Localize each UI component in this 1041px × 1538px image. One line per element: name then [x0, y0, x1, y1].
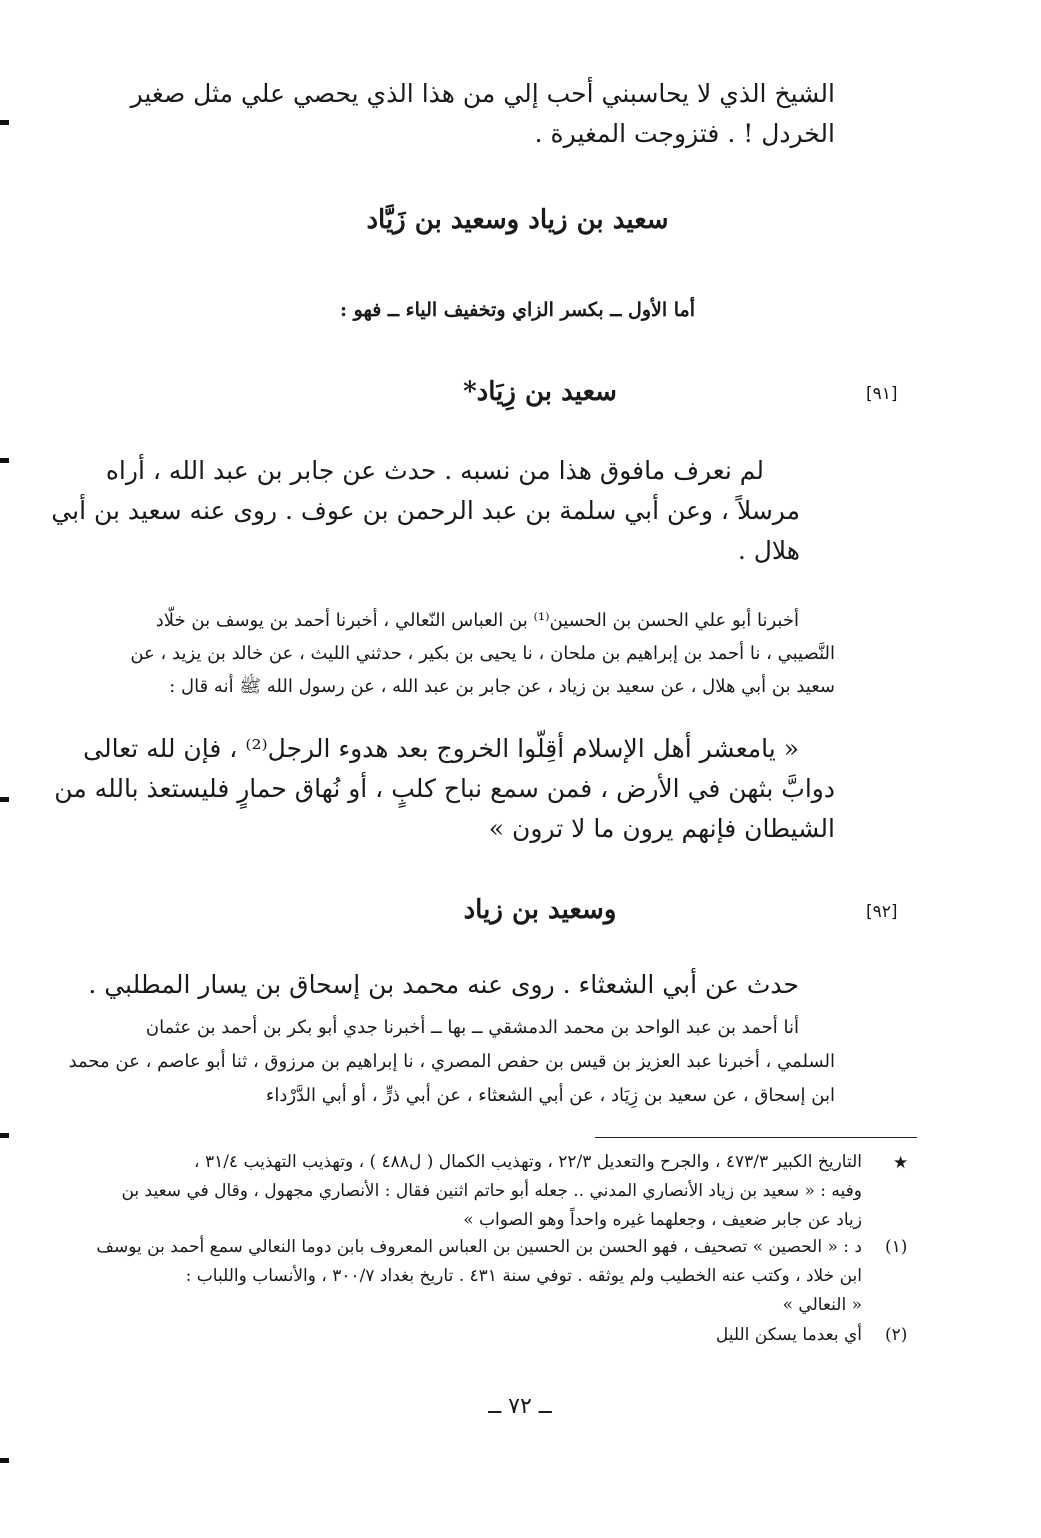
- footnote-mark: (١): [885, 1237, 908, 1257]
- footnote: [100, 1148, 862, 1235]
- footnote-line: زياد عن جابر ضعيف ، وجعلهما غيره واحداً وهو الصواب »: [463, 1210, 862, 1230]
- text-line: الخردل ! . فتزوجت المغيرة .: [534, 119, 835, 148]
- scan-edge-mark: [0, 1458, 9, 1463]
- main-heading: سعيد بن زياد وسعيد بن زَيَّاد: [366, 205, 669, 235]
- entry-number: [٩٢]: [866, 902, 898, 922]
- text-line: النَّصيبي ، نا أحمد بن إبراهيم بن ملحان ، نا يحيى بن بكير ، حدثني الليث ، عن خالد بن يزيد ، عن: [130, 643, 835, 664]
- text-line: الشيخ الذي لا يحاسبني أحب إلي من هذا الذي يحصي علي مثل صغير: [130, 79, 835, 108]
- entry-body: [88, 965, 835, 1005]
- text-line: السلمي ، أخبرنا عبد العزيز بن قيس بن حفص المصري ، نا إبراهيم بن مرزوق ، ثنا أبو عاصم ، عن محمد: [68, 1051, 835, 1072]
- scan-edge-mark: [0, 1133, 9, 1138]
- text-line: أنا أحمد بن عبد الواحد بن محمد الدمشقي ــ بها ــ أخبرنا جدي أبو بكر بن أحمد بن عثمان: [145, 1017, 799, 1038]
- hadith-text: [54, 729, 835, 849]
- footnote: [100, 1321, 862, 1350]
- text-line: حدث عن أبي الشعثاء . روى عنه محمد بن إسحاق بن يسار المطلبي .: [88, 970, 799, 999]
- scan-edge-mark: [0, 797, 9, 802]
- text-line: سعيد بن أبي هلال ، عن سعيد بن زياد ، عن جابر بن عبد الله ، عن رسول الله ﷺ أنه قال :: [169, 676, 835, 697]
- text-line: « يامعشر أهل الإسلام أقِلّوا الخروج بعد هدوء الرجل⁽²⁾ ، فإن لله تعالى: [83, 734, 799, 763]
- entry-number: [٩١]: [866, 384, 898, 404]
- page-number: ــ ٧٢ ــ: [488, 1394, 552, 1419]
- scan-edge-mark: [0, 458, 9, 463]
- footnote-separator: [595, 1137, 917, 1138]
- entry-body: [51, 451, 800, 571]
- text-line: مرسلاً ، وعن أبي سلمة بن عبد الرحمن بن عوف . روى عنه سعيد بن أبي: [51, 496, 800, 525]
- footnote-mark: ★: [893, 1153, 909, 1173]
- footnote-line: وفيه : « سعيد بن زياد الأنصاري المدني .. جعله أبو حاتم اثنين فقال : الأنصاري مجهول ، وقال في سعيد بن: [121, 1181, 862, 1201]
- footnote-line: أي بعدما يسكن الليل: [715, 1325, 862, 1345]
- intro-paragraph: [100, 74, 835, 154]
- sub-heading: أما الأول ــ بكسر الزاي وتخفيف الياء ــ فهو :: [340, 299, 695, 321]
- isnad-paragraph: [100, 604, 835, 703]
- footnote-mark: (٢): [885, 1325, 908, 1345]
- footnote-line: « النعالي »: [782, 1295, 862, 1315]
- text-line: دوابَّ بثهن في الأرض ، فمن سمع نباح كلبٍ ، أو نُهاق حمارٍ فليستعذ بالله من: [54, 774, 835, 803]
- scan-edge-mark: [0, 120, 9, 125]
- text-line: هلال .: [737, 536, 800, 565]
- text-line: الشيطان فإنهم يرون ما لا ترون »: [488, 814, 835, 843]
- entry-title: وسعيد بن زياد: [463, 895, 617, 925]
- footnote-line: ابن خلاد ، وكتب عنه الخطيب ولم يوثقه . توفي سنة ٤٣١ . تاريخ بغداد ٣٠٠/٧ ، والأنساب واللباب :: [185, 1266, 862, 1286]
- text-line: ابن إسحاق ، عن سعيد بن زِيَاد ، عن أبي الشعثاء ، عن أبي ذرٍّ ، أو أبي الدَّرْداء: [265, 1085, 835, 1106]
- entry-title: سعيد بن زِيَاد*: [463, 377, 617, 407]
- isnad-paragraph: [68, 1011, 835, 1113]
- text-line: أخبرنا أبو علي الحسن بن الحسين⁽¹⁾ بن العباس النّعالي ، أخبرنا أحمد بن يوسف بن خلّاد: [155, 610, 799, 631]
- footnote-line: التاريخ الكبير ٤٧٣/٣ ، والجرح والتعديل ٢٢/٣ ، وتهذيب الكمال ( ل٤٨٨ ) ، وتهذيب التهذيب ٣١/٤ ،: [194, 1152, 862, 1172]
- footnote-line: د : « الحصين » تصحيف ، فهو الحسن بن الحسين بن العباس المعروف بابن دوما النعالي سمع أحمد بن يوسف: [96, 1237, 862, 1257]
- footnote: [96, 1233, 862, 1320]
- text-line: لم نعرف مافوق هذا من نسبه . حدث عن جابر بن عبد الله ، أراه: [105, 456, 764, 485]
